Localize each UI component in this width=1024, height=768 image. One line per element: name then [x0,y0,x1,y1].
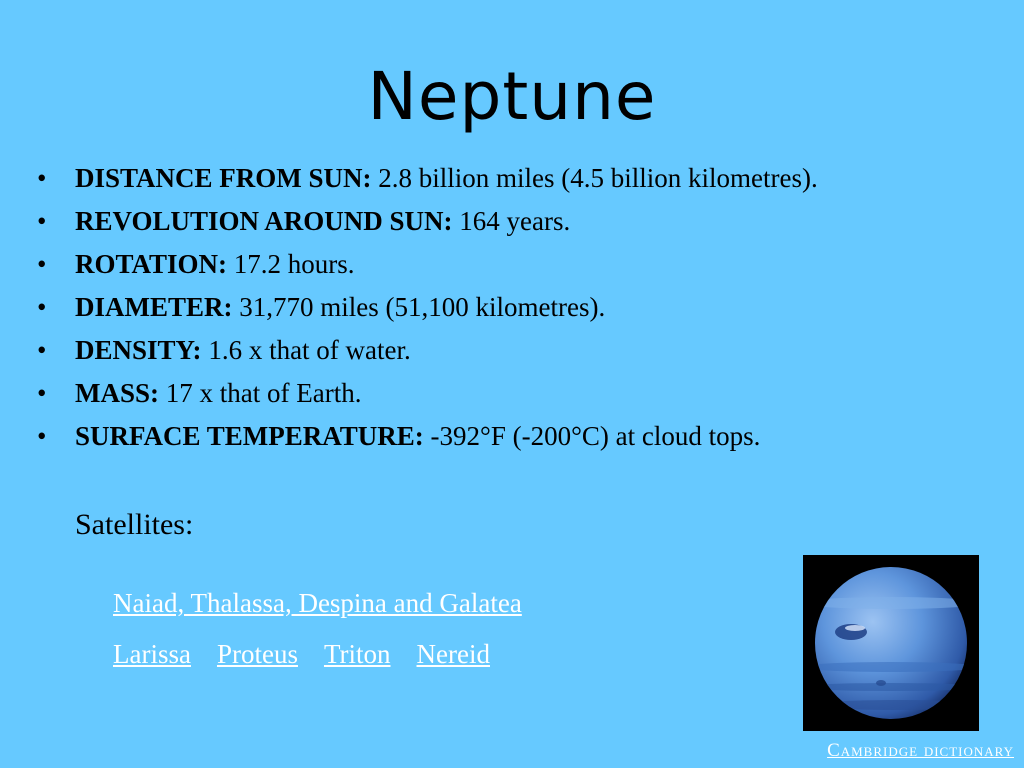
link-larissa[interactable]: Larissa [113,639,191,669]
list-item [37,372,997,415]
slide-title: Neptune [367,58,657,135]
neptune-planet-icon [803,555,979,731]
fact-value: 17 x that of Earth. [159,378,362,408]
list-item [37,415,997,458]
list-item [37,157,997,200]
neptune-image [803,555,979,731]
bullet-icon: • [37,335,47,365]
bullet-icon: • [37,163,47,193]
fact-label: DIAMETER: [75,292,233,322]
fact-value: 31,770 miles (51,100 kilometres). [232,292,606,322]
list-item [37,286,997,329]
fact-label: ROTATION: [75,249,228,279]
link-nereid[interactable]: Nereid [416,639,490,669]
bullet-icon: • [37,421,47,451]
cambridge-dictionary-link[interactable]: Cambridge dictionary [827,740,1014,761]
satellites-heading: Satellites: [75,508,194,541]
facts-list [37,157,997,458]
fact-label: DISTANCE FROM SUN: [75,163,372,193]
link-proteus[interactable]: Proteus [216,639,298,669]
fact-value: 164 years. [452,206,571,236]
fact-label: REVOLUTION AROUND SUN: [75,206,453,236]
list-item [37,329,997,372]
fact-label: MASS: [75,378,160,408]
bullet-icon: • [37,378,47,408]
bullet-icon: • [37,292,47,322]
bullet-icon: • [37,249,47,279]
fact-value: 1.6 x that of water. [201,335,411,365]
link-triton[interactable]: Triton [323,639,391,669]
fact-value: -392°F (-200°C) at cloud tops. [423,421,761,451]
satellite-link-row [113,585,522,626]
fact-label: DENSITY: [75,335,202,365]
bullet-icon: • [37,206,47,236]
fact-label: SURFACE TEMPERATURE: [75,421,424,451]
fact-value: 17.2 hours. [227,249,355,279]
link-naiad-thalassa-despina-galatea[interactable]: Naiad, Thalassa, Despina and Galatea [113,588,522,618]
list-item [37,200,997,243]
fact-value: 2.8 billion miles (4.5 billion kilometres). [371,163,818,193]
satellite-link-row [113,636,516,677]
list-item [37,243,997,286]
